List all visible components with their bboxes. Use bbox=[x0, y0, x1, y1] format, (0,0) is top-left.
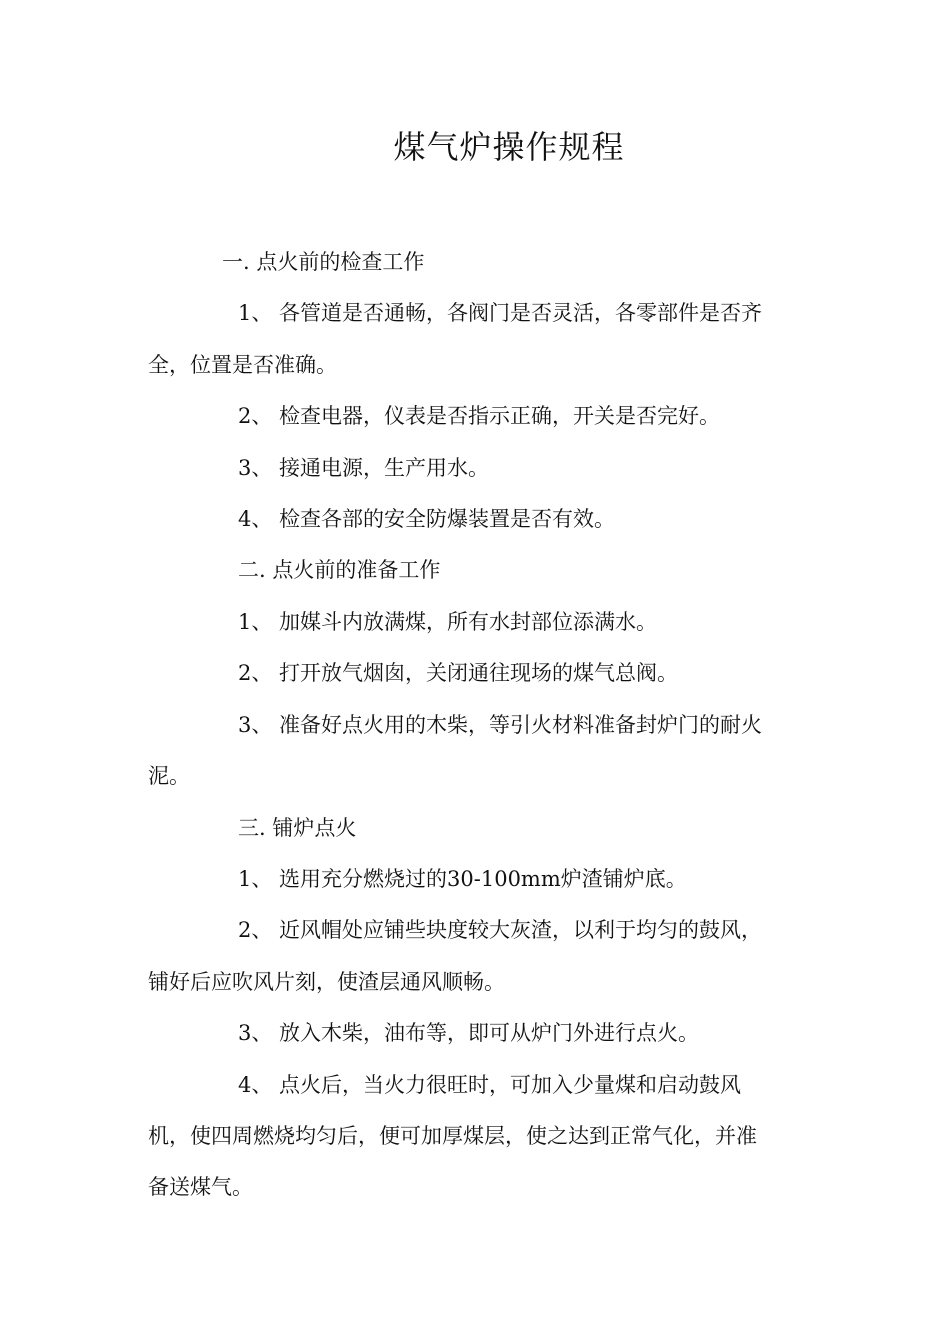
paragraph-line: 3、 接通电源，生产用水。 bbox=[238, 456, 490, 480]
paragraph-line: 泥。 bbox=[148, 764, 190, 788]
paragraph-line: 4、 点火后，当火力很旺时，可加入少量煤和启动鼓风 bbox=[238, 1073, 742, 1097]
paragraph-line: 1、 选用充分燃烧过的30-100mm炉渣铺炉底。 bbox=[238, 867, 687, 891]
paragraph-line: 铺好后应吹风片刻，使渣层通风顺畅。 bbox=[148, 970, 505, 994]
section-heading-2: 二. 点火前的准备工作 bbox=[238, 558, 441, 582]
document-title: 煤气炉操作规程 bbox=[393, 128, 625, 166]
section-heading-3: 三. 铺炉点火 bbox=[238, 816, 357, 840]
paragraph-line: 2、 检查电器，仪表是否指示正确，开关是否完好。 bbox=[238, 404, 721, 428]
paragraph-line: 3、 准备好点火用的木柴，等引火材料准备封炉门的耐火 bbox=[238, 713, 763, 737]
section-heading-1: 一. 点火前的检查工作 bbox=[222, 250, 425, 274]
paragraph-line: 2、 打开放气烟囱，关闭通往现场的煤气总阀。 bbox=[238, 661, 679, 685]
paragraph-line: 4、 检查各部的安全防爆装置是否有效。 bbox=[238, 507, 616, 531]
paragraph-line: 备送煤气。 bbox=[148, 1175, 253, 1199]
paragraph-line: 1、 加媒斗内放满煤，所有水封部位添满水。 bbox=[238, 610, 658, 634]
paragraph-line: 1、 各管道是否通畅，各阀门是否灵活，各零部件是否齐 bbox=[238, 301, 763, 325]
paragraph-line: 机，使四周燃烧均匀后，便可加厚煤层，使之达到正常气化，并准 bbox=[148, 1124, 757, 1148]
paragraph-line: 3、 放入木柴，油布等，即可从炉门外进行点火。 bbox=[238, 1021, 700, 1045]
paragraph-line: 全，位置是否准确。 bbox=[148, 353, 337, 377]
paragraph-line: 2、 近风帽处应铺些块度较大灰渣，以利于均匀的鼓风， bbox=[238, 918, 763, 942]
